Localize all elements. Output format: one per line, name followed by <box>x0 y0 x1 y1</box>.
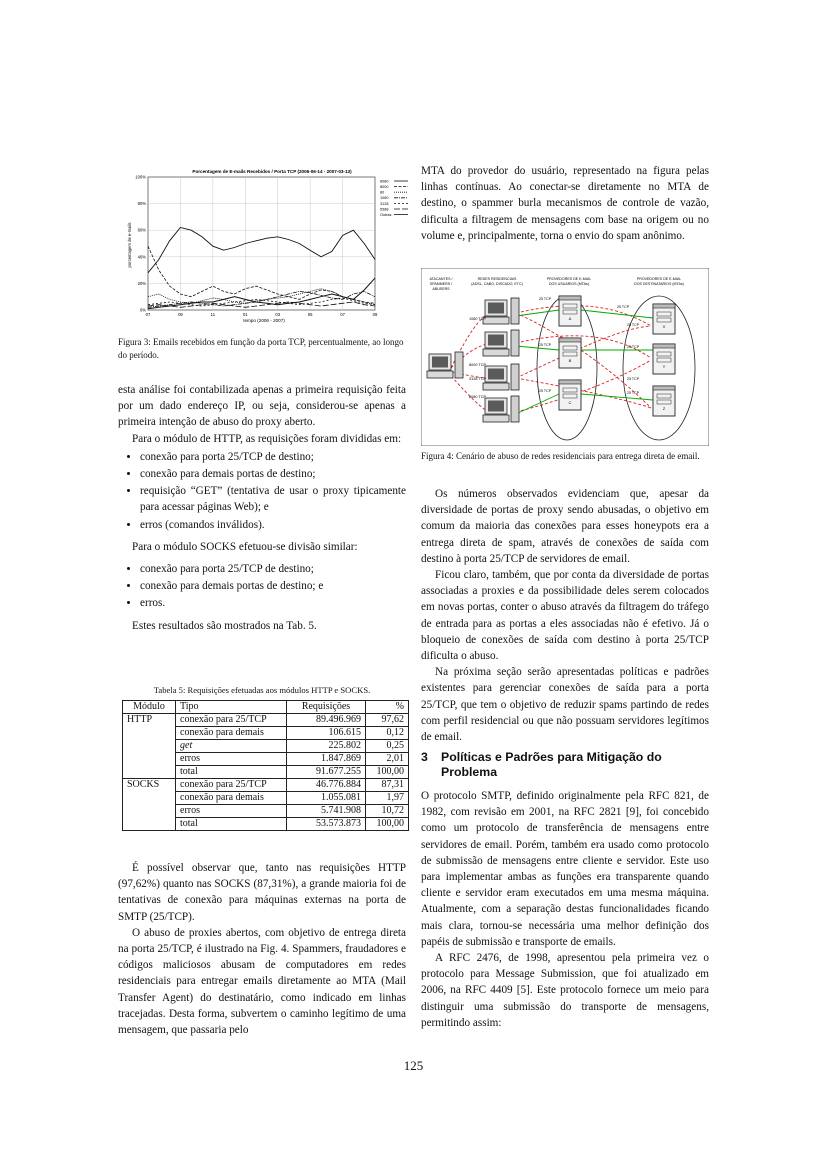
y-tick-label: 80% <box>137 201 146 207</box>
label-attackers: SPAMMERS / <box>429 282 453 286</box>
paragraph: É possível observar que, tanto nas requisições HTTP (97,62%) quanto nas SOCKS (87,31%), a grande maioria foi de tentativas de conexão para máquinas externas na porta de SMTP (25/TCP). <box>118 862 406 923</box>
http-list <box>118 449 406 533</box>
smtp-port-label: 25 TCP <box>627 391 640 395</box>
table-cell: 10,72 <box>366 805 409 818</box>
paragraph: A RFC 2476, de 1998, apresentou pela primeira vez o protocolo para Message Submission, que foi atualizado em 2006, na RFC 4409 [5]. Este protocolo fornece um meio para distinguir uma submissão do transporte de mensagens, permitindo assim: <box>421 952 709 1029</box>
table-cell: 100,00 <box>366 818 409 831</box>
right-column-section <box>421 788 709 1031</box>
page-number: 125 <box>403 1058 424 1073</box>
series-line-8000 <box>148 246 375 303</box>
label-dest-providers: DOS DESTINATARIOS (MTAs) <box>634 282 684 286</box>
proxy-port-label: 8000 TCP <box>469 363 487 367</box>
module-cell: SOCKS <box>123 779 176 831</box>
list-item: • conexão para demais portas de destino; e <box>140 578 406 594</box>
paragraph: Estes resultados são mostrados na Tab. 5. <box>132 619 317 632</box>
table-5-caption: Tabela 5: Requisições efetuadas aos módulos HTTP e SOCKS. <box>153 685 371 695</box>
y-tick-label: 40% <box>137 254 146 260</box>
table-cell: get <box>176 740 287 753</box>
paragraph: O abuso de proxies abertos, com objetivo de entrega direta na porta 25/TCP, é ilustrado na Fig. 4. Spammers, fraudadores e códigos maliciosos abusam de computadores em redes residenciais para entregar emails diretamente ao MTA (Mail Transfer Agent) do destinatário, como indicado em linhas tracejadas. Desta forma, subvertem o caminho legítimo de uma mensagem, que passaria pelo <box>118 926 406 1037</box>
paragraph: O protocolo SMTP, definido originalmente pela RFC 821, de 1982, com revisão em 2001, na RFC 2821 [9], foi concebido como um protocolo de transferência de mensagens entre servidores de email. Porém, também era usado como protocolo de submissão de mensagens entre cliente e servidor. Este uso para implementar ambas as funções era transparente quando cliente e servidor eram executados em uma mesma máquina. Atualmente, com a separação destas funcionalidades ficando mais clara, tornou-se necessária uma melhor definição dos papéis de submissão e transporte de emails. <box>421 790 709 948</box>
table-cell: conexão para demais <box>176 792 287 805</box>
table-cell: 106.615 <box>287 727 366 740</box>
section-title: Políticas e Padrões para Mitigação do Problema <box>441 750 662 779</box>
table-cell: 89.496.969 <box>287 714 366 727</box>
paragraph: Para o módulo de HTTP, as requisições foram divididas em: <box>132 432 402 445</box>
table-cell: erros <box>176 805 287 818</box>
label-dest-providers: PROVEDORES DE E-MAIL <box>636 277 682 281</box>
chart-ylabel: porcentagem de e-mails <box>127 222 132 268</box>
table-cell: 91.677.255 <box>287 766 366 779</box>
list-item: • conexão para porta 25/TCP de destino; <box>140 561 406 577</box>
x-tick-label: 03 <box>275 312 281 317</box>
table-cell: total <box>176 766 287 779</box>
table-header-row <box>123 701 409 714</box>
section-heading <box>421 750 709 780</box>
paragraph: MTA do provedor do usuário, representado na figura pelas linhas contínuas. Ao conectar-se diretamente no MTA de destino, o spammer burla mecanismos de controle de vazão, dificulta a filtragem de mensagens com base na origem ou no volume e, principalmente, torna o envio do spam anônimo. <box>421 165 709 242</box>
paragraph: Na próxima seção serão apresentadas políticas e padrões existentes para gerenciar conexões de saída para a porta 25/TCP, que tem o objetivo de reduzir spams partindo de redes com perfil residencial ou que não possuam servidores legítimos de email. <box>421 666 709 744</box>
legend-label: 8080 <box>380 179 389 184</box>
figure-3-caption: Figura 3: Emails recebidos em função da porta TCP, percentualmente, ao longo do período. <box>118 337 404 360</box>
label-user-providers: PROVEDORES DE E-MAIL <box>546 277 592 281</box>
dest-name: X <box>662 324 666 329</box>
label-attackers: ATACANTES / <box>429 277 453 281</box>
table-cell: 225.802 <box>287 740 366 753</box>
table-cell: conexão para demais <box>176 727 287 740</box>
proxy-port-label: 8080 TCP <box>469 395 487 399</box>
legend-label: Outras <box>380 213 392 217</box>
table-cell: 87,31 <box>366 779 409 792</box>
list-item: • erros (comandos inválidos). <box>140 517 406 533</box>
figure-4 <box>421 268 709 446</box>
paragraph: Para o módulo SOCKS efetuou-se divisão similar: <box>132 540 358 553</box>
mta-name: A <box>568 316 572 321</box>
right-column-body <box>421 486 709 745</box>
list-item: • requisição “GET” (tentativa de usar o proxy tipicamente para acessar páginas Web); e <box>140 483 406 515</box>
table-cell: 53.573.873 <box>287 818 366 831</box>
smtp-port-label: 25 TCP <box>539 343 552 347</box>
x-tick-label: 09 <box>372 312 378 317</box>
x-tick-label: 01 <box>242 312 248 317</box>
x-tick-label: 07 <box>145 312 151 317</box>
list-item: • conexão para porta 25/TCP de destino; <box>140 449 406 465</box>
proxy-port-label: 1080 TCP <box>469 317 487 321</box>
module-cell: HTTP <box>123 714 176 779</box>
table-header: Tipo <box>176 701 287 714</box>
paragraph: esta análise foi contabilizada apenas a primeira requisição feita por um dado endereço IP, ou seja, considerou-se apenas a primeira intenção de abuso do proxy aberto. <box>118 384 406 429</box>
figure-3-chart <box>112 165 412 325</box>
series-line-outras <box>148 278 375 309</box>
legend-label: 1080 <box>380 196 389 201</box>
table-row <box>123 714 409 727</box>
table-cell: 1.055.081 <box>287 792 366 805</box>
table-row <box>123 779 409 792</box>
table-cell: 0,12 <box>366 727 409 740</box>
smtp-port-label: 25 TCP <box>617 305 630 309</box>
mta-name: C <box>568 400 572 405</box>
left-column <box>118 382 406 634</box>
socks-list <box>118 561 406 612</box>
chart-xlabel: tempo (2006 - 2007) <box>243 318 285 323</box>
smtp-port-label: 25 TCP <box>539 389 552 393</box>
legend-label: 3128 <box>380 201 389 206</box>
mta-name: B <box>568 358 572 363</box>
x-tick-label: 05 <box>307 312 313 317</box>
smtp-port-label: 25 TCP <box>627 377 640 381</box>
table-cell: conexão para 25/TCP <box>176 714 287 727</box>
smtp-port-label: 25 TCP <box>627 323 640 327</box>
table-cell: 46.776.884 <box>287 779 366 792</box>
figure-3 <box>112 165 412 325</box>
plot-area <box>148 177 375 310</box>
legend-label: 8000 <box>380 185 389 189</box>
legend-label: 6588 <box>380 207 389 212</box>
section-number: 3 <box>421 750 428 764</box>
right-column-top <box>421 163 709 244</box>
table-header: Requisições <box>287 701 366 714</box>
y-tick-label: 60% <box>137 227 146 233</box>
smtp-port-label: 25 TCP <box>627 345 640 349</box>
label-attackers: ABUSERS <box>432 287 450 291</box>
list-item: • erros. <box>140 595 406 611</box>
table-cell: 97,62 <box>366 714 409 727</box>
y-tick-label: 0% <box>139 307 146 313</box>
list-item: • conexão para demais portas de destino; <box>140 466 406 482</box>
table-cell: 0,25 <box>366 740 409 753</box>
table-cell: 1.847.869 <box>287 753 366 766</box>
label-user-providers: DOS USUARIOS (MTAs) <box>548 282 590 286</box>
series-line-8080 <box>148 228 375 273</box>
table-header: Módulo <box>123 701 176 714</box>
table-header: % <box>366 701 409 714</box>
left-column-bottom <box>118 860 406 1038</box>
x-tick-label: 09 <box>178 312 183 317</box>
legend-label: 80 <box>380 190 385 195</box>
chart-title: Porcentagem de E-mails Recebidos / Porta TCP (2006-06-14 - 2007-03-13) <box>192 169 352 174</box>
table-cell: total <box>176 818 287 831</box>
table-cell: 5.741.908 <box>287 805 366 818</box>
paragraph: Os números observados evidenciam que, apesar da diversidade de portas de proxy sendo abusadas, o objetivo em comum da maioria das conexões para esses honeypots era a entrega direta de spam, através de conexões de saída com destino à porta 25/TCP de servidores de email. <box>421 488 709 565</box>
table-5 <box>122 700 409 831</box>
figure-4-diagram <box>421 268 709 446</box>
table-cell: erros <box>176 753 287 766</box>
y-tick-label: 20% <box>137 280 146 286</box>
dest-name: Y <box>662 364 666 369</box>
dest-name: Z <box>662 406 666 411</box>
paragraph: Ficou claro, também, que por conta da diversidade de portas associadas a proxies e da possibilidade deles serem colocados em novas portas, conter o abuso através da filtragem do tráfego de entrada para as portas a eles associadas não é efetivo. Já o bloqueio de conexões de saída com destino à porta 25/TCP dificulta o abuso. <box>421 569 709 663</box>
table-cell: conexão para 25/TCP <box>176 779 287 792</box>
figure-4-caption: Figura 4: Cenário de abuso de redes residenciais para entrega direta de email. <box>421 451 700 461</box>
label-residential: REDES RESIDENCIAIS <box>477 277 517 281</box>
smtp-port-label: 25 TCP <box>539 297 552 301</box>
x-tick-label: 07 <box>340 312 345 317</box>
table-cell: 1,97 <box>366 792 409 805</box>
proxy-port-label: 3128 TCP <box>469 377 487 381</box>
table-cell: 100,00 <box>366 766 409 779</box>
table-cell: 2,01 <box>366 753 409 766</box>
label-residential: (ADSL, CABO, DISCADO, ETC) <box>471 282 523 286</box>
y-tick-label: 100% <box>135 174 146 180</box>
x-tick-label: 11 <box>210 312 216 317</box>
